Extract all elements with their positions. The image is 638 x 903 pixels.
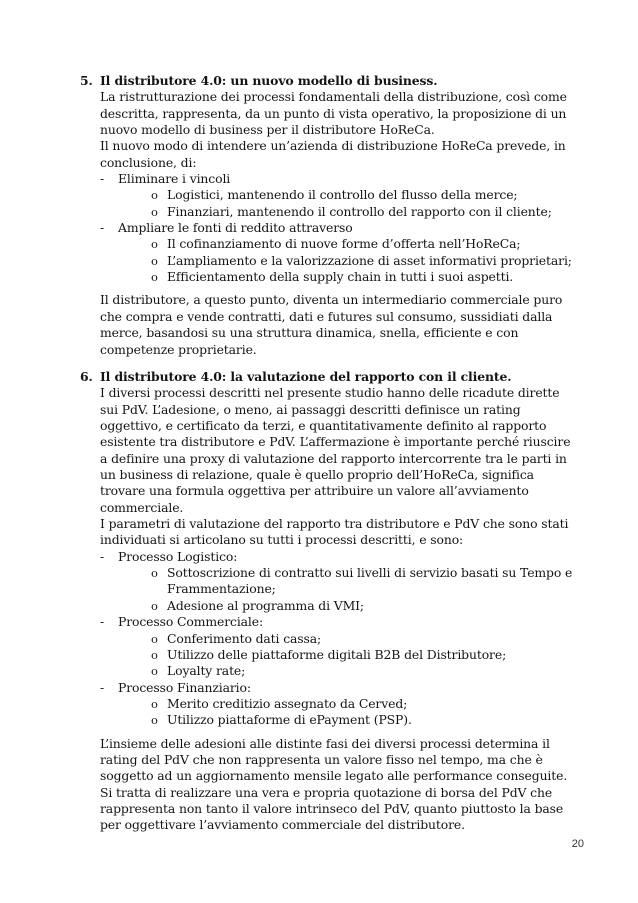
section-5-lead: Il nuovo modo di intendere un’azienda di distribuzione HoReCa prevede, in conclusione, di:	[100, 138, 566, 170]
sub-list-item-text: Logistici, mantenendo il controllo del flusso della merce;	[167, 187, 518, 203]
sub-list-item	[151, 236, 580, 252]
sub-list-item	[151, 712, 580, 728]
sub-list-item	[151, 204, 580, 220]
circle-bullet: o	[151, 713, 158, 728]
sub-list-item	[151, 663, 580, 679]
list-item	[100, 614, 580, 679]
section-6-intro: I diversi processi descritti nel presente studio hanno delle ricadute dirette sui PdV. L’adesione, o meno, ai passaggi descritti definisce un rating oggettivo, e certificato da terzi, e quantitativamente definito al rapporto esistente tra distributore e PdV. L’affermazione è importante perché riuscire a definire una proxy di valutazione del rapporto intercorrente tra le parti in un business di relazione, quale è quello proprio dell’HoReCa, significa trovare una formula oggettiva per attribuire un valore all’avviamento commerciale.	[100, 385, 571, 515]
list-item	[100, 680, 580, 729]
circle-bullet: o	[151, 204, 158, 219]
page-number: 20	[571, 838, 584, 850]
section-6-closing: L’insieme delle adesioni alle distinte fasi dei diversi processi determina il rating del PdV che non rappresenta un valore fisso nel tempo, ma che è soggetto ad un aggiornamento mensile legato alle performance conseguite. Si tratta di realizzare una vera e propria quotazione di borsa del PdV che rappresenta non tanto il valore intrinseco del PdV, quanto piuttosto la base per oggettivare l’avviamento commerciale del distributore.	[100, 735, 568, 833]
section-6-number: 6.	[80, 369, 93, 384]
sub-list-item-text: Efficientamento della supply chain in tutti i suoi aspetti.	[167, 269, 514, 285]
section-5-closing: Il distributore, a questo punto, diventa un intermediario commerciale puro che compra e vende contratti, dati e futures sul consumo, sussidiati dalla merce, basandosi su una struttura dinamica, snella, efficiente e con competenze proprietarie.	[100, 292, 563, 357]
circle-bullet: o	[151, 696, 158, 711]
list-item-label: Ampliare le fonti di reddito attraverso	[118, 220, 353, 236]
list-item-label: Eliminare i vincoli	[118, 171, 231, 187]
list-item-label: Processo Logistico:	[118, 548, 238, 564]
section-6-lead: I parametri di valutazione del rapporto tra distributore e PdV che sono stati individuati si articolano su tutti i processi descritti, e sono:	[100, 516, 569, 548]
circle-bullet: o	[151, 188, 158, 203]
sub-list	[118, 696, 580, 729]
circle-bullet: o	[151, 253, 158, 268]
sub-list-item-text: L’ampliamento e la valorizzazione di asset informativi proprietari;	[167, 252, 572, 268]
circle-bullet: o	[151, 664, 158, 679]
sub-list-item-text: Utilizzo delle piattaforme digitali B2B del Distributore;	[167, 646, 507, 662]
sub-list-item-text: Loyalty rate;	[167, 663, 246, 679]
circle-bullet: o	[151, 566, 158, 581]
list-item	[100, 220, 580, 285]
section-5-heading	[80, 73, 580, 89]
sub-list-item-text: Utilizzo piattaforme di ePayment (PSP).	[167, 712, 412, 728]
section-5-title: Il distributore 4.0: un nuovo modello di business.	[100, 73, 438, 88]
circle-bullet: o	[151, 647, 158, 662]
circle-bullet: o	[151, 270, 158, 285]
section-5-number: 5.	[80, 73, 93, 88]
sub-list-item	[151, 253, 580, 269]
sub-list-item	[151, 647, 580, 663]
sub-list-item-text: Merito creditizio assegnato da Cerved;	[167, 695, 408, 711]
sub-list-item	[151, 565, 580, 598]
section-5	[80, 73, 580, 358]
section-6-body	[100, 385, 580, 833]
sub-list	[118, 236, 580, 285]
list-item	[100, 549, 580, 614]
section-5-body	[100, 89, 580, 358]
circle-bullet: o	[151, 598, 158, 613]
sub-list-item	[151, 269, 580, 285]
sub-list	[118, 187, 580, 220]
sub-list	[118, 631, 580, 680]
section-6-heading	[80, 369, 580, 385]
sub-list-item	[151, 187, 580, 203]
list-item-label: Processo Finanziario:	[118, 679, 251, 695]
sub-list	[118, 565, 580, 614]
section-5-list	[100, 171, 580, 285]
sub-list-item-text: Finanziari, mantenendo il controllo del rapporto con il cliente;	[167, 203, 552, 219]
sub-list-item	[151, 598, 580, 614]
dash-bullet: -	[100, 220, 105, 236]
list-item-label: Processo Commerciale:	[118, 614, 264, 630]
dash-bullet: -	[100, 171, 105, 187]
section-5-intro: La ristrutturazione dei processi fondamentali della distribuzione, così come descritta, rappresenta, da un punto di vista operativo, la proposizione di un nuovo modello di business per il distributore HoReCa.	[100, 89, 567, 138]
section-6	[80, 369, 580, 834]
sub-list-item-text: Sottoscrizione di contratto sui livelli di servizio basati su Tempo e Frammentazione;	[167, 565, 573, 597]
circle-bullet: o	[151, 237, 158, 252]
sub-list-item	[151, 696, 580, 712]
dash-bullet: -	[100, 679, 105, 695]
dash-bullet: -	[100, 548, 105, 564]
section-6-title: Il distributore 4.0: la valutazione del rapporto con il cliente.	[100, 369, 512, 384]
sub-list-item-text: Adesione al programma di VMI;	[167, 597, 364, 613]
list-item	[100, 171, 580, 220]
circle-bullet: o	[151, 631, 158, 646]
sub-list-item	[151, 631, 580, 647]
sub-list-item-text: Conferimento dati cassa;	[167, 630, 322, 646]
dash-bullet: -	[100, 614, 105, 630]
sub-list-item-text: Il cofinanziamento di nuove forme d’offerta nell’HoReCa;	[167, 236, 521, 252]
section-6-list	[100, 549, 580, 729]
